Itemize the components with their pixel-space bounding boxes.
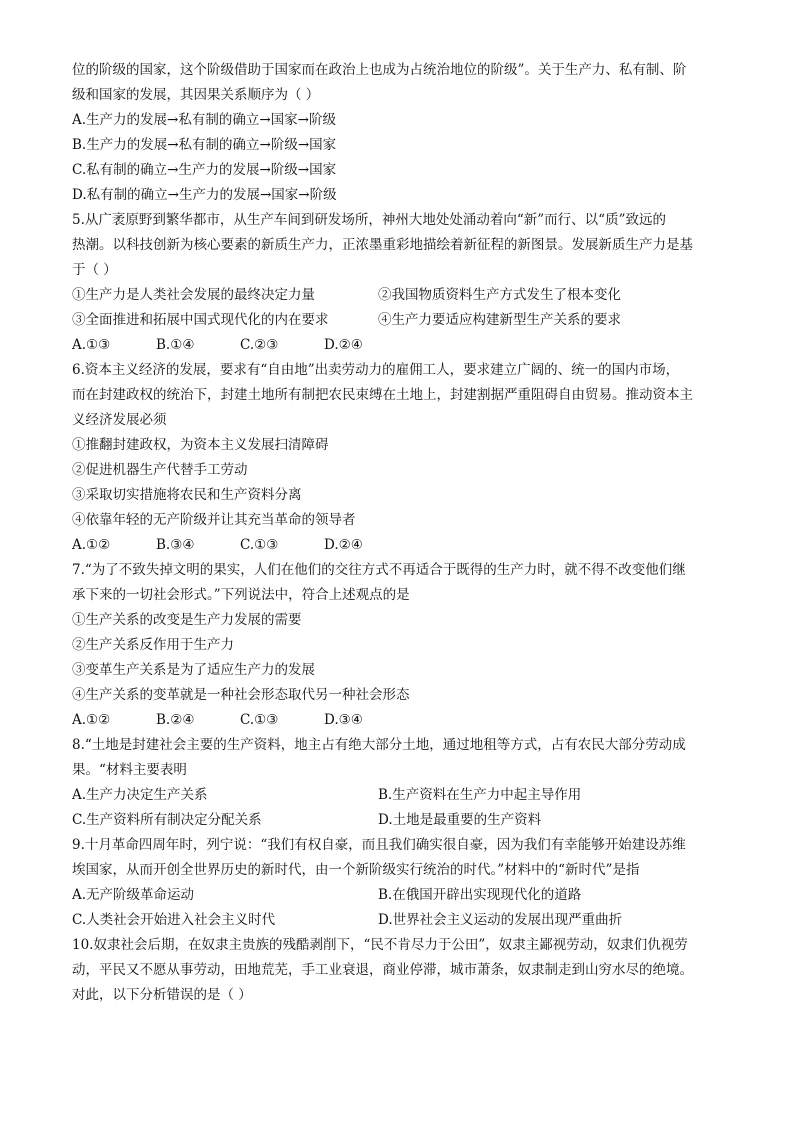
question-10: [72, 933, 726, 1008]
question-8-options-row-1: [72, 783, 726, 808]
question-10-stem-line-1: 10.奴隶社会后期，在奴隶主贵族的残酷剥削下，“民不肯尽力于公田”，奴隶主鄙视劳动，奴隶们仇视劳: [72, 937, 688, 953]
question-5: [72, 208, 726, 358]
question-8-options-row-2: [72, 808, 726, 833]
question-10-stem-line-2: 动，平民又不愿从事劳动，田地荒芜，手工业衰退，商业停滞，城市萧条，奴隶制走到山穷水尽的绝境。: [72, 962, 693, 978]
question-7-choice-b: B.②④: [156, 712, 195, 728]
question-5-choice-d: D.②④: [324, 337, 363, 353]
question-6: [72, 358, 726, 558]
question-7-choices: [72, 708, 726, 733]
question-4-option-c: C.私有制的确立→生产力的发展→阶级→国家: [72, 162, 337, 178]
question-7-item-1: ①生产关系的改变是生产力发展的需要: [72, 612, 302, 628]
question-5-stem-line-2: 热潮。以科技创新为核心要素的新质生产力，正浓墨重彩地描绘着新征程的新图景。发展新质生产力是基: [72, 237, 693, 253]
question-7-stem-line-2: 承下来的一切社会形式。”下列说法中，符合上述观点的是: [72, 587, 410, 603]
question-8: [72, 733, 726, 833]
question-8-option-c: C.生产资料所有制决定分配关系: [72, 812, 262, 828]
question-7-item-3: ③变革生产关系是为了适应生产力的发展: [72, 662, 315, 678]
question-5-item-3: ③全面推进和拓展中国式现代化的内在要求: [72, 312, 329, 328]
question-6-item-1: ①推翻封建政权，为资本主义发展扫清障碍: [72, 437, 329, 453]
question-5-stem-line-1: 5.从广袤原野到繁华都市，从生产车间到研发场所，神州大地处处涌动着向“新”而行、以“质”致远的: [72, 212, 666, 228]
question-6-choice-c: C.①③: [240, 537, 279, 553]
question-9-option-d: D.世界社会主义运动的发展出现严重曲折: [378, 912, 623, 928]
question-8-stem-line-2: 果。“材料主要表明: [72, 762, 187, 778]
question-8-stem-line-1: 8.“土地是封建社会主要的生产资料，地主占有绝大部分土地，通过地租等方式，占有农民大部分劳动成: [72, 737, 686, 753]
question-5-choice-b: B.①④: [156, 337, 195, 353]
question-5-choice-c: C.②③: [240, 337, 279, 353]
question-6-stem-line-3: 义经济发展必须: [72, 412, 167, 428]
question-9-option-a: A.无产阶级革命运动: [72, 887, 195, 903]
question-8-option-d: D.土地是最重要的生产资料: [378, 812, 542, 828]
question-5-items-row-1: [72, 283, 726, 308]
question-9-option-b: B.在俄国开辟出实现现代化的道路: [378, 887, 582, 903]
question-8-option-a: A.生产力决定生产关系: [72, 787, 208, 803]
question-8-option-b: B.生产资料在生产力中起主导作用: [378, 787, 582, 803]
question-6-item-2: ②促进机器生产代替手工劳动: [72, 462, 248, 478]
question-5-item-1: ①生产力是人类社会发展的最终决定力量: [72, 287, 315, 303]
question-6-choice-d: D.②④: [324, 537, 363, 553]
question-7-item-4: ④生产关系的变革就是一种社会形态取代另一种社会形态: [72, 687, 410, 703]
question-6-item-4: ④依靠年轻的无产阶级并让其充当革命的领导者: [72, 512, 356, 528]
question-5-item-2: ②我国物质资料生产方式发生了根本变化: [378, 287, 621, 303]
question-5-choices: [72, 333, 726, 358]
question-5-choice-a: A.①③: [72, 337, 111, 353]
question-4-option-a: A.生产力的发展→私有制的确立→国家→阶级: [72, 112, 336, 128]
question-5-stem-line-3: 于（ ）: [72, 262, 117, 278]
question-9-option-c: C.人类社会开始进入社会主义时代: [72, 912, 276, 928]
question-5-item-4: ④生产力要适应构建新型生产关系的要求: [378, 312, 621, 328]
question-6-stem-line-1: 6.资本主义经济的发展，要求有“自由地”出卖劳动力的雇佣工人，要求建立广阔的、统一的国内市场，: [72, 362, 680, 378]
question-4-stem-line-2: 级和国家的发展，其因果关系顺序为（ ）: [72, 87, 320, 103]
question-9-options-row-1: [72, 883, 726, 908]
question-6-item-3: ③采取切实措施将农民和生产资料分离: [72, 487, 302, 503]
question-10-stem-line-3: 对此，以下分析错误的是（ ）: [72, 987, 252, 1003]
question-4-option-d: D.私有制的确立→生产力的发展→国家→阶级: [72, 187, 337, 203]
question-9-stem-line-2: 埃国家，从而开创全世界历史的新时代，由一个新阶级实行统治的时代。”材料中的“新时代”是指: [72, 862, 640, 878]
question-7-choice-d: D.③④: [324, 712, 363, 728]
question-4-stem-line-1: 位的阶级的国家，这个阶级借助于国家而在政治上也成为占统治地位的阶级”。关于生产力、私有制、阶: [72, 62, 687, 78]
question-9: [72, 833, 726, 933]
question-7: [72, 558, 726, 733]
question-7-choice-a: A.①②: [72, 712, 111, 728]
question-6-stem-line-2: 而在封建政权的统治下，封建土地所有制把农民束缚在土地上，封建割据严重阻碍自由贸易。推动资本主: [72, 387, 693, 403]
question-7-choice-c: C.①③: [240, 712, 279, 728]
question-4-option-b: B.生产力的发展→私有制的确立→阶级→国家: [72, 137, 337, 153]
question-9-options-row-2: [72, 908, 726, 933]
question-4: [72, 58, 726, 208]
question-7-stem-line-1: 7.“为了不致失掉文明的果实，人们在他们的交往方式不再适合于既得的生产力时，就不得不改变他们继: [72, 562, 686, 578]
exam-page: [72, 58, 726, 1008]
question-6-choice-b: B.③④: [156, 537, 195, 553]
question-5-items-row-2: [72, 308, 726, 333]
question-7-item-2: ②生产关系反作用于生产力: [72, 637, 234, 653]
question-6-choice-a: A.①②: [72, 537, 111, 553]
question-9-stem-line-1: 9.十月革命四周年时，列宁说：“我们有权自豪，而且我们确实很自豪，因为我们有幸能够开始建设苏维: [72, 837, 686, 853]
question-6-choices: [72, 533, 726, 558]
